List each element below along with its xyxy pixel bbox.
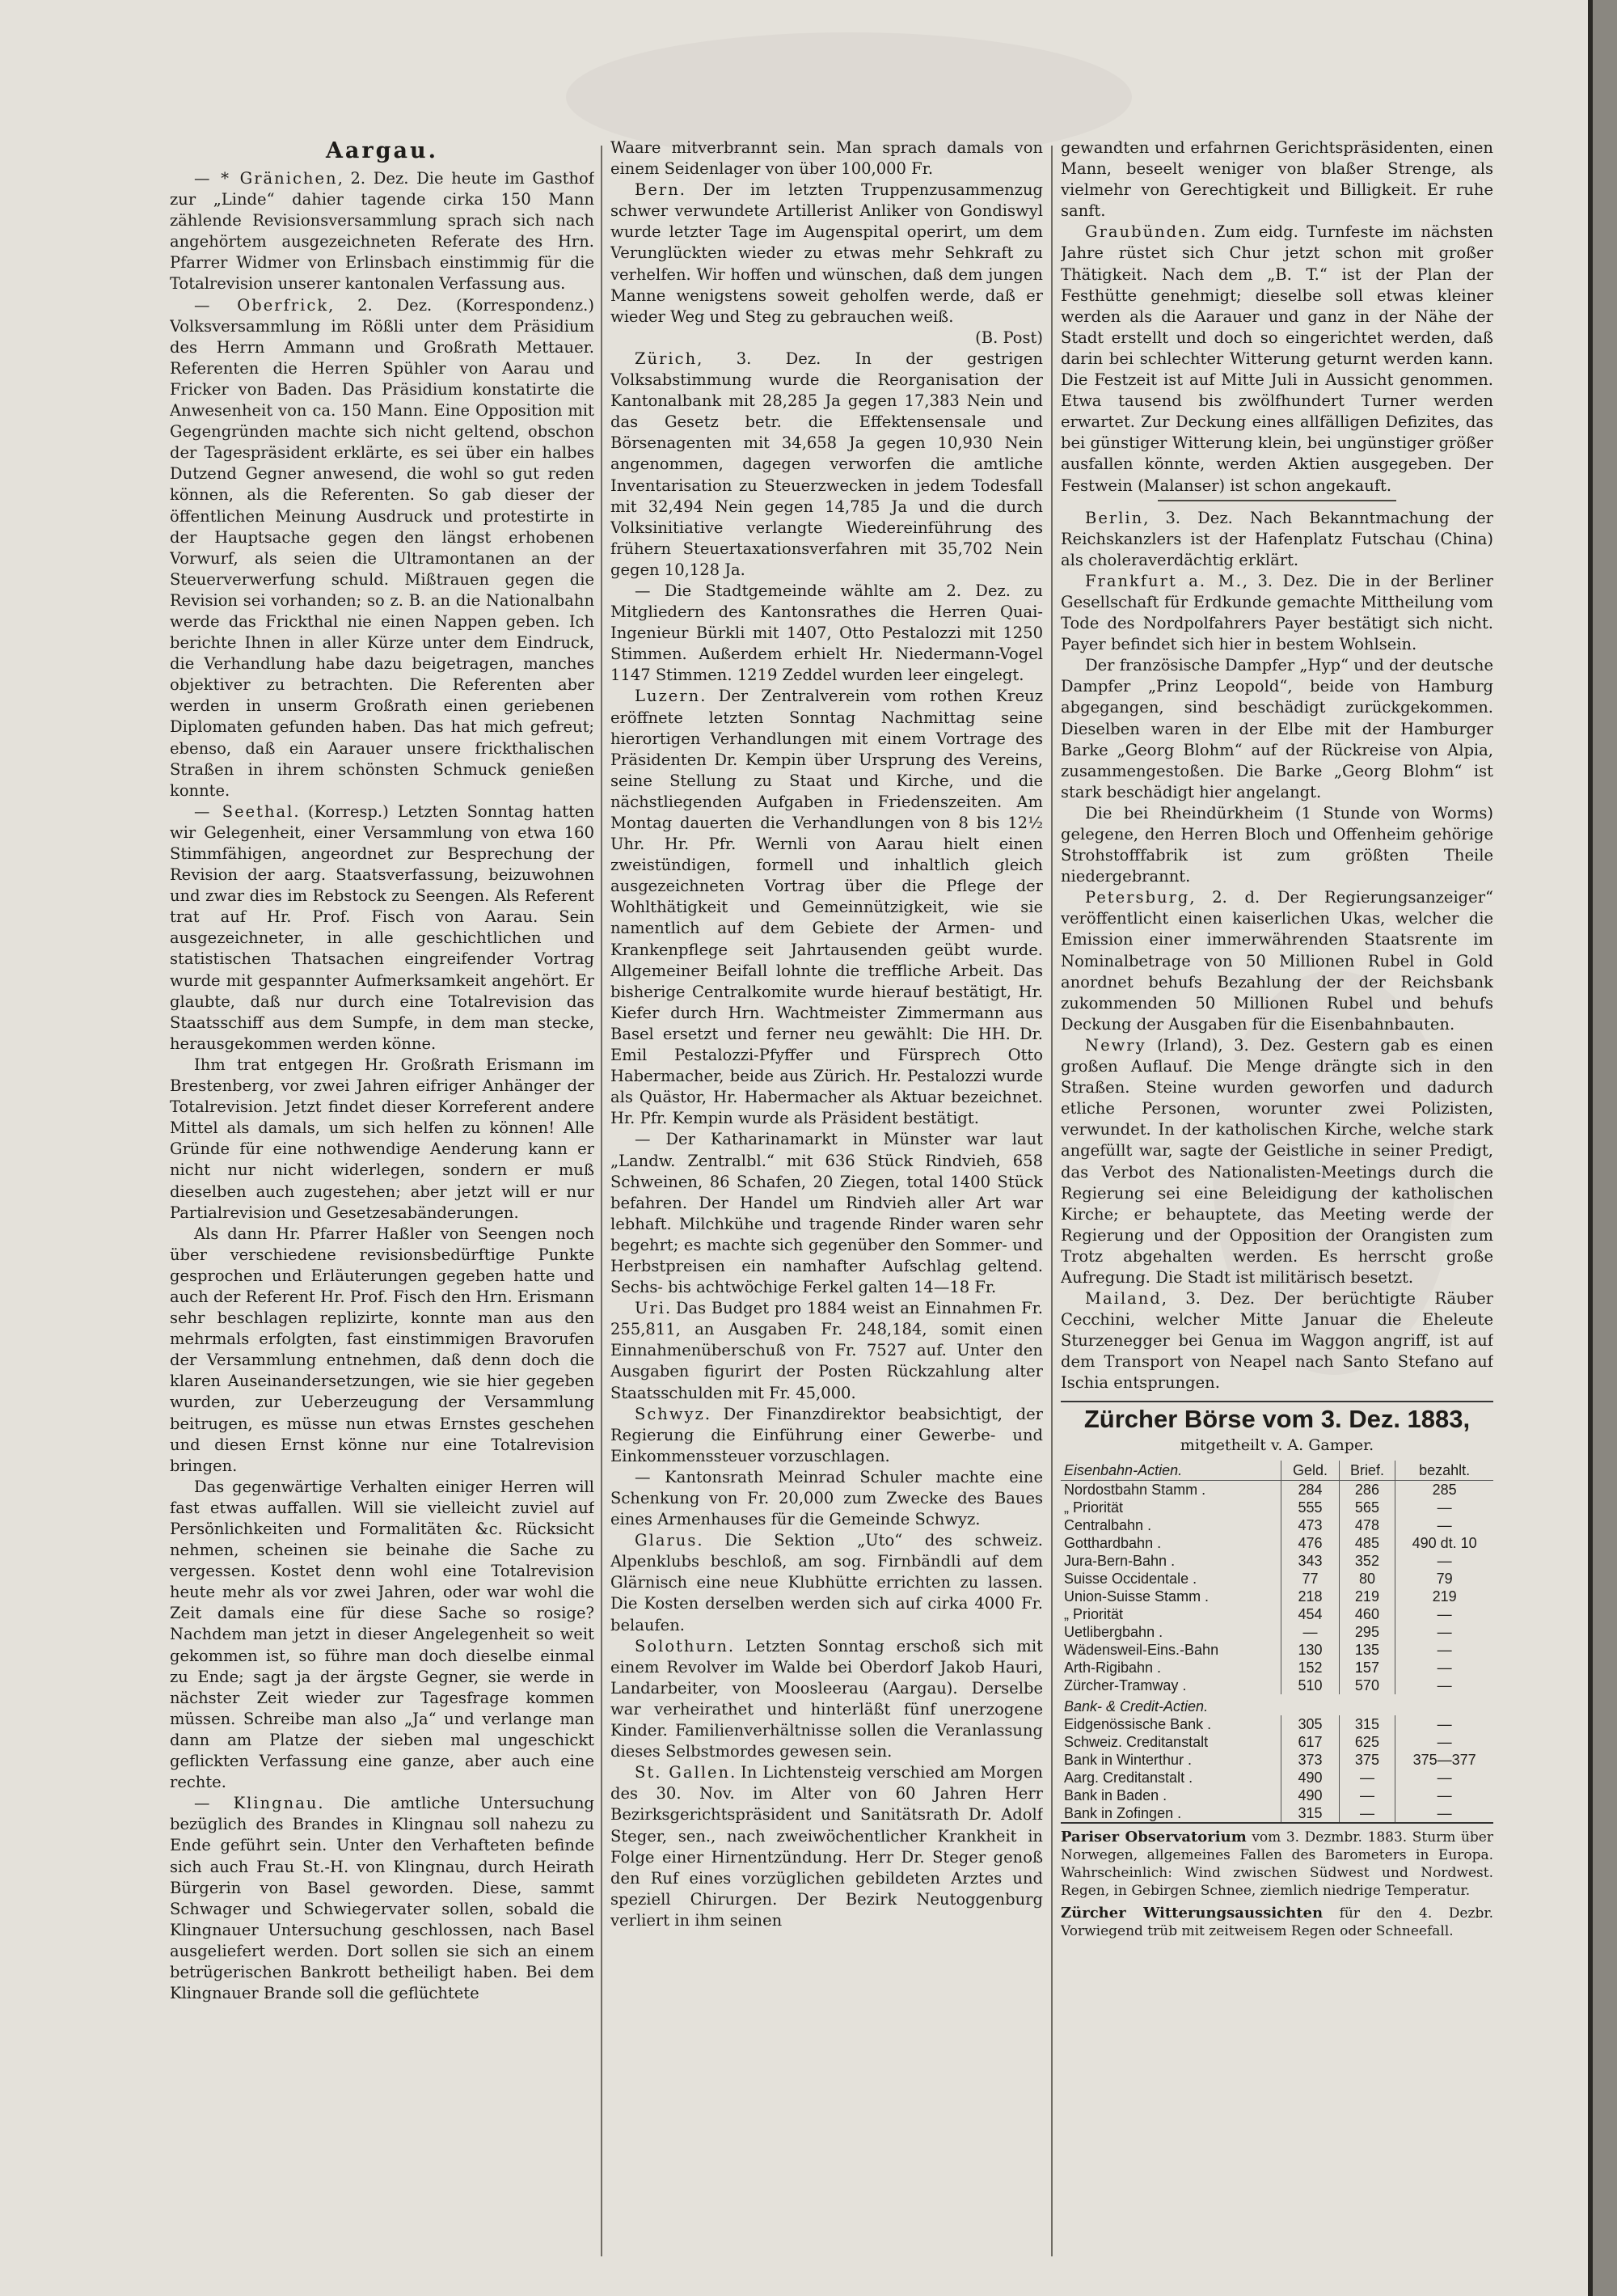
table-cell: 130 bbox=[1281, 1641, 1339, 1659]
table-row bbox=[1061, 1715, 1493, 1733]
article-graenichen bbox=[170, 168, 594, 295]
table-cell: 473 bbox=[1281, 1516, 1339, 1534]
weather-forecast-zuerich bbox=[1061, 1905, 1493, 1940]
article-luzern bbox=[610, 686, 1043, 1129]
article-schwyz bbox=[610, 1404, 1043, 1467]
article-text: , 3. Dez. Die in der Berliner Gesellschaft für Erdkunde gemachte Mittheilung vom Tode des Nordpolfahrers Payer bestätigt sich nicht. Payer befindet sich hier in bestem Wohlsein. bbox=[1061, 571, 1493, 654]
dateline: — Seethal bbox=[194, 801, 294, 821]
table-cell: 219 bbox=[1395, 1588, 1493, 1605]
table-cell: 80 bbox=[1339, 1570, 1395, 1588]
table-cell: Wädensweil-Eins.-Bahn bbox=[1064, 1641, 1219, 1658]
table-cell: Union-Suisse Stamm . bbox=[1064, 1588, 1210, 1605]
table-header-cell: bezahlt. bbox=[1395, 1461, 1493, 1481]
boerse-title: Zürcher Börse vom 3. Dez. 1883, bbox=[1083, 1404, 1471, 1433]
article-mailand bbox=[1061, 1288, 1493, 1393]
dateline: Solothurn bbox=[635, 1636, 728, 1655]
table-cell: 218 bbox=[1281, 1588, 1339, 1605]
article-paragraph: — Die Stadtgemeinde wählte am 2. Dez. zu Mitgliedern des Kantonsrathes die Herren Quai-Ingenieur Bürkli mit 1407, Otto Pestalozzi mit 1250 Stimmen. Außerdem erhielt Hr. Niedermann-Vogel 1147 Stimmen. 1219 Zeddel wurden leer eingelegt. bbox=[610, 581, 1043, 685]
article-text: , 3. Dez. Der berüchtigte Räuber Cecchini, welcher Mitte Januar die Eheleute Sturzenegger bei Genua im Waggon angriff, ist auf dem Transport von Neapel nach Santo Stefano auf Ischia entsprungen. bbox=[1061, 1289, 1493, 1393]
weather-report-paris bbox=[1061, 1829, 1493, 1900]
table-cell: — bbox=[1395, 1677, 1493, 1694]
article-paragraph: — Der Katharinamarkt in Münster war laut „Landw. Zentralbl.“ mit 636 Stück Rindvieh, 658 Schweinen, 86 Schafen, 20 Ziegen, total 1400 Stück befahren. Der Handel um Rindvieh aller Art war lebhaft. Milchkühe und tragende Rinder waren sehr begehrt; es machte sich gegenüber den Sommer- und Herbstpreisen ein namhafter Aufschlag geltend. Sechs- bis achtwöchige Ferkel galten 14—18 Fr. bbox=[610, 1130, 1043, 1297]
table-cell: — bbox=[1395, 1659, 1493, 1677]
table-cell: 478 bbox=[1339, 1516, 1395, 1534]
table-cell: 375 bbox=[1339, 1751, 1395, 1769]
column-rule bbox=[1051, 146, 1053, 2256]
article-paragraph: Als dann Hr. Pfarrer Haßler von Seengen noch über verschiedene revisionsbedürftige Punkte gesprochen und Erläuterungen gegeben hatte und auch der Referent Hr. Prof. Fisch den Hrn. Erismann sehr beschlagen replizirte, konnte man aus den mehrmals erfolgten, fast einstimmigen Bravorufen der Versammlung entnehmen, daß denn doch die klaren Auseinandersetzungen, wie sie hier gegeben wurden, zur Ueberzeugung der Versammlung beitrugen, es müsse nun etwas Ernstes geschehen und diesen Ernst könne nur eine Totalrevision bringen. bbox=[170, 1224, 594, 1475]
table-cell: Gotthardbahn . bbox=[1064, 1534, 1162, 1551]
table-cell: Arth-Rigibahn . bbox=[1064, 1659, 1162, 1676]
table-row bbox=[1061, 1804, 1493, 1822]
article-zuerich bbox=[610, 349, 1043, 581]
table-cell: Bank in Winterthur . bbox=[1064, 1751, 1193, 1768]
table-row bbox=[1061, 1641, 1493, 1659]
forecast-text: Vorwiegend trüb mit zeitweisem Regen oder Schneefall. bbox=[1061, 1922, 1454, 1939]
table-row bbox=[1061, 1588, 1493, 1605]
table-row bbox=[1061, 1480, 1493, 1499]
table-cell: Schweiz. Creditanstalt bbox=[1064, 1733, 1209, 1750]
article-frankfurt bbox=[1061, 571, 1493, 655]
table-cell: Bank in Baden . bbox=[1064, 1786, 1167, 1803]
article-text: , 3. Dez. In der gestrigen Volksabstimmung wurde die Reorganisation der Kantonalbank mit 28,285 Ja gegen 17,383 Nein und das Gesetz betr. die Effektensensale und Börsenagenten mit 34,658 Ja gegen 10,930 Nein angenommen, dagegen verworfen die amtliche Inventarisation zu Steuerzwecken in jedem Todesfall mit 32,494 Nein gegen 14,785 Ja und die durch Volksinitiative verlangte Wiedereinführung des frühern Steuertaxationsverfahren mit 35,702 Nein gegen 10,128 Ja. bbox=[610, 349, 1043, 579]
table-header-row bbox=[1061, 1461, 1493, 1481]
table-cell: 490 bbox=[1281, 1786, 1339, 1804]
table-header-cell: Eisenbahn-Actien. bbox=[1061, 1461, 1281, 1481]
table-cell: 460 bbox=[1339, 1605, 1395, 1623]
table-row bbox=[1061, 1499, 1493, 1516]
article-bern bbox=[610, 180, 1043, 347]
table-section-label: Bank- & Credit-Actien. bbox=[1064, 1698, 1209, 1715]
dateline: Glarus bbox=[635, 1531, 698, 1550]
dateline: — * Gränichen bbox=[194, 169, 338, 188]
table-cell: 510 bbox=[1281, 1677, 1339, 1694]
table-row bbox=[1061, 1534, 1493, 1552]
section-heading-aargau: Aargau. bbox=[325, 138, 439, 163]
column-rule bbox=[601, 146, 602, 2256]
article-oberfrick bbox=[170, 295, 594, 801]
table-cell: Uetlibergbahn . bbox=[1064, 1623, 1163, 1640]
table-cell: — bbox=[1395, 1552, 1493, 1570]
table-cell: 315 bbox=[1281, 1804, 1339, 1822]
dateline: St. Gallen bbox=[635, 1763, 731, 1782]
article-uri bbox=[610, 1298, 1043, 1403]
stock-exchange-box bbox=[1061, 1401, 1493, 1824]
table-cell: — bbox=[1339, 1786, 1395, 1804]
article-text: . Der Finanzdirektor beabsichtigt, der Regierung die Einführung einer Gewerbe- und Einkommenssteuer vorzuschlagen. bbox=[610, 1404, 1043, 1465]
table-header-cell: Geld. bbox=[1281, 1461, 1339, 1481]
table-cell: 284 bbox=[1281, 1480, 1339, 1499]
table-cell: — bbox=[1281, 1623, 1339, 1641]
article-graubuenden bbox=[1061, 222, 1493, 496]
article-petersburg bbox=[1061, 887, 1493, 1035]
table-cell: Nordostbahn Stamm . bbox=[1064, 1481, 1206, 1498]
article-paragraph: Die bei Rheindürkheim (1 Stunde von Worms) gelegene, den Herren Bloch und Offenheim gehörige Strohstofffabrik ist zum größten Theile niedergebrannt. bbox=[1061, 803, 1493, 886]
table-cell: 315 bbox=[1339, 1715, 1395, 1733]
table-row bbox=[1061, 1516, 1493, 1534]
table-cell: 476 bbox=[1281, 1534, 1339, 1552]
source-note: (B. Post) bbox=[975, 328, 1043, 347]
dateline: Uri bbox=[635, 1299, 665, 1318]
table-cell: — bbox=[1395, 1733, 1493, 1751]
table-cell: 305 bbox=[1281, 1715, 1339, 1733]
table-cell: 454 bbox=[1281, 1605, 1339, 1623]
obs-text: Sturm über Norwegen, allgemeines Fallen des Barometers in Europa. Wahrscheinlich: Wind zwischen Südwest und Nordwest. Regen, in Gebirgen Schnee, ziemlich niedrige Temperatur. bbox=[1061, 1829, 1493, 1899]
separator-rule bbox=[1158, 500, 1395, 501]
table-cell: Jura-Bern-Bahn . bbox=[1064, 1552, 1176, 1569]
article-paragraph: Ihm trat entgegen Hr. Großrath Erismann im Brestenberg, vor zwei Jahren eifriger Anhänger der Totalrevision. Jetzt findet dieser Korreferent andere Mittel als damals, um sich helfen zu können! Alle Gründe für eine nothwendige Aenderung kann er nicht nur nicht widerlegen, sondern er muß dieselben auch zugestehen; aber jetzt will er nur Partialrevision und Gesetzesabänderungen. bbox=[170, 1055, 594, 1222]
table-cell: 617 bbox=[1281, 1733, 1339, 1751]
article-text: , 2. Dez. (Korrespondenz.) Volksversammlung im Rößli unter dem Präsidium des Herrn Ammann und Großrath Mettauer. Referenten die Herren Spühler von Aarau und Fricker von Baden. Das Präsidium konstatirte die Anwesenheit von ca. 150 Mann. Eine Opposition mit Gegengründen machte sich nicht geltend, obschon der Tagespräsident erklärte, es sei über ein halbes Dutzend Gegner anwesend, die wohl so gut reden können, als die Referenten. So gab dieser der öffentlichen Meinung Ausdruck und protestirte in der Hauptsache gegen den längst erhobenen Vorwurf, als seien die Ultramontanen an der Steuerverwerfung schuld. Mißtrauen gegen die Revision sei vorhanden; so z. B. an die Nationalbahn werde das Frickthal nie einen Nappen geben. Ich berichte Ihnen in aller Kürze unter dem Eindruck, die Verhandlung habe dazu beigetragen, manches objektiver zu betrachten. Die Referenten aber werden in unserm Großrath einen geriebenen Diplomaten gefunden haben. Das hat mich gefreut; ebenso, daß ein Aarauer unsere frickthalischen Straßen in ihrem schönsten Schmuck genießen konnte. bbox=[170, 295, 594, 800]
table-cell: 219 bbox=[1339, 1588, 1395, 1605]
table-cell: 570 bbox=[1339, 1677, 1395, 1694]
table-cell: 555 bbox=[1281, 1499, 1339, 1516]
article-text: (Irland), 3. Dez. Gestern gab es einen großen Auflauf. Die Menge drängte sich in den Straßen. Steine wurden geworfen und dadurch etliche Personen, worunter zwei Polizisten, verwundet. In der katholischen Kirche, welche stark angefüllt war, sagte der Geistliche in seiner Predigt, das Verbot des Nationalisten-Meetings durch die Regierung sei eine Beleidigung der katholischen Kirche; er behauptete, das Meeting werde der Regierung und der Opposition der Orangisten zum Trotz abgehalten werden. Es herrscht große Aufregung. Die Stadt ist militärisch besetzt. bbox=[1061, 1035, 1493, 1287]
table-cell: 490 dt. 10 bbox=[1395, 1534, 1493, 1552]
table-row bbox=[1061, 1552, 1493, 1570]
table-cell: Bank in Zofingen . bbox=[1064, 1804, 1182, 1821]
table-cell: — bbox=[1395, 1605, 1493, 1623]
table-cell: — bbox=[1395, 1499, 1493, 1516]
stock-table bbox=[1061, 1461, 1493, 1822]
article-text: , 2. d. Der Regierungsanzeiger“ veröffentlicht einen kaiserlichen Ukas, welcher die Emission einer immerwährenden Staatsrente im Nominalbetrage von 50 Millionen Rubel in Gold anordnet behufs Bezahlung der der Reichsbank zukommenden 50 Millionen Rubel und behufs Deckung der Ausgaben für die Eisenbahnbauten. bbox=[1061, 888, 1493, 1034]
table-cell: Centralbahn . bbox=[1064, 1516, 1152, 1533]
article-paragraph: — Kantonsrath Meinrad Schuler machte eine Schenkung von Fr. 20,000 zum Zwecke des Baues eines Armenhauses für die Gemeinde Schwyz. bbox=[610, 1467, 1043, 1529]
dateline: Newry bbox=[1085, 1035, 1146, 1055]
article-klingnau bbox=[170, 1793, 594, 2004]
table-cell: — bbox=[1395, 1769, 1493, 1786]
article-text: . Zum eidg. Turnfeste im nächsten Jahre rüstet sich Chur jetzt schon mit großer Thätigkeit. Nach dem „B. T.“ ist der Plan der Festhütte genehmigt; dieselbe soll etwas kleiner werden als die Aarauer und ganz in der Nähe der Stadt erstellt und doch so eingerichtet werden, daß darin bei schlechter Witterung geturnt werden kann. Die Festzeit ist auf Mitte Juli in Aussicht genommen. Etwa tausend bis zwölfhundert Turner werden erwartet. Zur Deckung eines allfälligen Defizites, das bei günstiger Witterung klein, bei ungünstiger größer ausfallen könnte, werden Aktien ausgegeben. Der Festwein (Malanser) ist schon angekauft. bbox=[1061, 222, 1493, 495]
article-text: . In Lichtensteig verschied am Morgen des 30. Nov. im Alter von 60 Jahren Herr Bezirksgerichtspräsident und Sanitätsrath Dr. Adolf Steger, sen., nach zweiwöchentlicher Krankheit in Folge einer Hirnentzündung. Herr Dr. Steger genoß den Ruf eines vorzüglichen gebildeten Arztes und speziell Chirurgen. Der Bezirk Neutoggenburg verliert in ihm seinen bbox=[610, 1763, 1043, 1930]
dateline: Bern bbox=[635, 180, 680, 200]
table-cell: — bbox=[1395, 1715, 1493, 1733]
article-solothurn bbox=[610, 1636, 1043, 1763]
table-cell: 352 bbox=[1339, 1552, 1395, 1570]
table-cell: 490 bbox=[1281, 1769, 1339, 1786]
article-text: . Der im letzten Truppenzusammenzug schwer verwundete Artillerist Anliker von Gondiswyl wurde letzter Tage im Augenspital operirt, um dem Verunglückten wieder zu etwas mehr Sehkraft zu verhelfen. Wir hoffen und wünschen, daß dem jungen Manne wenigstens soweit geholfen werde, daß er wieder Weg und Steg zu gebrauchen weiß. bbox=[610, 180, 1043, 326]
table-row bbox=[1061, 1605, 1493, 1623]
table-cell: — bbox=[1395, 1623, 1493, 1641]
article-continuation: gewandten und erfahrnen Gerichtspräsidenten, einen Mann, beseelt weniger von blaßer Strenge, als vielmehr von Gerechtigkeit und Billigkeit. Er ruhe sanft. bbox=[1061, 138, 1493, 221]
table-cell: Eidgenössische Bank . bbox=[1064, 1715, 1212, 1732]
table-cell: — bbox=[1395, 1786, 1493, 1804]
article-text: . Das Budget pro 1884 weist an Einnahmen Fr. 255,811, an Ausgaben Fr. 248,184, somit einen Einnahmenüberschuß von Fr. 7527 auf. Unter den Ausgaben figurirt der Posten Rückzahlung alter Staatsschulden mit Fr. 45,000. bbox=[610, 1299, 1043, 1402]
article-continuation: Waare mitverbrannt sein. Man sprach damals von einem Seidenlager von über 100,000 Fr. bbox=[610, 138, 1043, 179]
table-cell: 157 bbox=[1339, 1659, 1395, 1677]
article-text: . Der Zentralverein vom rothen Kreuz eröffnete letzten Sonntag Nachmittag seine hierortigen Verhandlungen mit einem Vortrage des Präsidenten Dr. Kempin über Ursprung des Vereins, seine Stellung zu Staat und Kirche, und die nächstliegenden Aufgaben in Friedenszeiten. Am Montag dauerten die Verhandlungen von 8 bis 12½ Uhr. Hr. Pfr. Wernli von Aarau hielt einen zweistündigen, formell und inhaltlich gleich ausgezeichneten Vortrag über die Pflege der Wohlthätigkeit und Gemeinnützigkeit, wie sie namentlich auf dem Gebiete der Armen- und Krankenpflege seit Jahrtausenden geübt wurde. Allgemeiner Beifall lohnte die treffliche Arbeit. Das bisherige Centralkomite wurde hierauf bestätigt, Hr. Kiefer durch Hrn. Wachtmeister Zimmermann aus Basel ersetzt und ferner neu gewählt: Die HH. Dr. Emil Pestalozzi-Pfyffer und Fürsprech Otto Habermacher, beide aus Zürich. Hr. Pestalozzi wurde als Quästor, Hr. Habermacher als Aktuar bezeichnet. Hr. Pfr. Kempin wurde als Präsident bestätigt. bbox=[610, 687, 1043, 1128]
table-cell: 79 bbox=[1395, 1570, 1493, 1588]
table-cell: 295 bbox=[1339, 1623, 1395, 1641]
article-berlin bbox=[1061, 508, 1493, 571]
table-cell: — bbox=[1395, 1641, 1493, 1659]
table-row bbox=[1061, 1677, 1493, 1694]
dateline: Mailand bbox=[1085, 1289, 1162, 1309]
obs-date: vom 3. Dezmbr. 1883. bbox=[1246, 1829, 1408, 1846]
article-text: . Die amtliche Untersuchung bezüglich des Brandes in Klingnau soll nahezu zu Ende geführt sein. Unter den Verhafteten befinde sich auch Frau St.-H. von Klingnau, durch Heirath Bürgerin von Basel geworden. Diese, sammt Schwager und Schwiegervater sollen, sobald die Klingnauer Untersuchung geschlossen, nach Basel ausgeliefert werden. Dort sollen sie sich an einem betrügerischen Bankrott betheiligt haben. Bei dem Klingnauer Brande soll die geflüchtete bbox=[170, 1794, 594, 2003]
table-row bbox=[1061, 1623, 1493, 1641]
dateline: Graubünden bbox=[1085, 222, 1201, 242]
article-newry bbox=[1061, 1035, 1493, 1288]
forecast-label: Zürcher Witterungsaussichten bbox=[1061, 1904, 1324, 1922]
table-cell: 152 bbox=[1281, 1659, 1339, 1677]
article-text: , 2. Dez. Die heute im Gasthof zur „Linde“ dahier tagende cirka 150 Mann zählende Revisionsversammlung sprach sich nach angehörtem ausgezeichneten Referate des Hrn. Pfarrer Widmer von Erlinsbach einstimmig für die Totalrevision unserer kantonalen Verfassung aus. bbox=[170, 169, 594, 294]
table-cell: „ Priorität bbox=[1064, 1499, 1124, 1516]
table-cell: 77 bbox=[1281, 1570, 1339, 1588]
dateline: — Klingnau bbox=[194, 1794, 319, 1813]
table-row bbox=[1061, 1733, 1493, 1751]
table-row bbox=[1061, 1570, 1493, 1588]
table-cell: — bbox=[1395, 1804, 1493, 1822]
table-cell: — bbox=[1395, 1516, 1493, 1534]
table-cell: Suisse Occidentale . bbox=[1064, 1570, 1197, 1587]
boerse-subtitle: mitgetheilt v. A. Gamper. bbox=[1180, 1436, 1374, 1454]
table-row bbox=[1061, 1751, 1493, 1769]
article-text: , 3. Dez. Nach Bekanntmachung der Reichskanzlers ist der Hafenplatz Futschau (China) als choleraverdächtig erklärt. bbox=[1061, 508, 1493, 569]
table-section-row bbox=[1061, 1694, 1493, 1715]
article-paragraph: Der französische Dampfer „Hyp“ und der deutsche Dampfer „Prinz Leopold“, beide von Hamburg abgegangen, sind beschädigt zurückgekommen. Dieselben waren in der Elbe mit der Hamburger Barke „Georg Blohm“ auf der Rückreise von Alpia, zusammengestoßen. Die Barke „Georg Blohm“ ist stark beschädigt hier angelangt. bbox=[1061, 656, 1493, 801]
table-cell: 565 bbox=[1339, 1499, 1395, 1516]
table-cell: — bbox=[1339, 1769, 1395, 1786]
table-cell: 285 bbox=[1395, 1480, 1493, 1499]
column-3 bbox=[1061, 137, 1493, 2264]
article-glarus bbox=[610, 1530, 1043, 1635]
column-2 bbox=[610, 137, 1043, 2264]
table-cell: 375—377 bbox=[1395, 1751, 1493, 1769]
table-cell: 343 bbox=[1281, 1552, 1339, 1570]
obs-label: Pariser Observatorium bbox=[1061, 1828, 1247, 1846]
table-cell: 625 bbox=[1339, 1733, 1395, 1751]
article-text: . (Korresp.) Letzten Sonntag hatten wir Gelegenheit, einer Versammlung von etwa 160 Stimmfähigen, angeordnet zur Besprechung der Revision der aarg. Staatsverfassung, beizuwohnen und zwar dies im Rebstock zu Seengen. Als Referent trat auf Hr. Prof. Fisch von Aarau. Sein ausgezeichneter, in alle geschichtlichen und statistischen Thatsachen eingreifender Vortrag wurde mit gespannter Aufmerksamkeit angehört. Er glaubte, daß nur durch eine Totalrevision das Staatsschiff aus dem Sumpfe, in dem man stecke, herausgekommen werden könne. bbox=[170, 801, 594, 1053]
table-cell: — bbox=[1339, 1804, 1395, 1822]
table-cell: 373 bbox=[1281, 1751, 1339, 1769]
table-cell: „ Priorität bbox=[1064, 1605, 1124, 1622]
dateline: Petersburg bbox=[1085, 888, 1190, 907]
table-cell: 485 bbox=[1339, 1534, 1395, 1552]
dateline: Frankfurt a. M. bbox=[1085, 571, 1243, 590]
dateline: Luzern bbox=[635, 687, 701, 706]
dateline: Zürich bbox=[635, 349, 698, 368]
column-1 bbox=[170, 137, 594, 2264]
table-cell: Aarg. Creditanstalt . bbox=[1064, 1769, 1193, 1786]
dateline: Berlin bbox=[1085, 508, 1144, 527]
article-text: . Letzten Sonntag erschoß sich mit einem Revolver im Walde bei Oberdorf Jakob Hauri, Landarbeiter, von Moosleerau (Aargau). Derselbe war verheirathet und hinterläßt fünf unerzogene Kinder. Familienverhältnisse sollen die Veranlassung dieses Selbstmordes gewesen sein. bbox=[610, 1636, 1043, 1761]
table-header-cell: Brief. bbox=[1339, 1461, 1395, 1481]
table-row bbox=[1061, 1786, 1493, 1804]
page-edge-shadow bbox=[1588, 0, 1617, 2296]
article-text: . Die Sektion „Uto“ des schweiz. Alpenklubs beschloß, am sog. Firnbändli auf dem Glärnisch eine neue Klubhütte errichten zu lassen. Die Kosten derselben werden sich auf cirka 4000 Fr. belaufen. bbox=[610, 1531, 1043, 1634]
forecast-date: für den 4. Dezbr. bbox=[1323, 1905, 1493, 1922]
table-cell: 135 bbox=[1339, 1641, 1395, 1659]
table-row bbox=[1061, 1659, 1493, 1677]
table-row bbox=[1061, 1769, 1493, 1786]
table-cell: 286 bbox=[1339, 1480, 1395, 1499]
table-cell: Zürcher-Tramway . bbox=[1064, 1677, 1187, 1693]
article-paragraph: Das gegenwärtige Verhalten einiger Herren will fast etwas auffallen. Will sie vielleicht zuviel auf Persönlichkeiten und Formalitäten &c. Rücksicht nehmen, scheinen sie beinahe die Sache zu vergessen. Kostet denn wohl eine Totalrevision heute mehr als vor zwei Jahren, oder war wohl die Zeit damals eine für diese Sache so rosige? Nachdem man jetzt in dieser Angelegenheit so weit gekommen ist, so führe man doch dieselbe einmal zu Ende; sagt ja der ärgste Gegner, sie werde in nächster Zeit wieder zur Tagesfrage kommen müssen. Schreibe man also „Ja“ und verlange man dann am Platze der sieben mal ungeschickt geflickten Verfassung eine ganze, aber auch eine rechte. bbox=[170, 1477, 594, 1792]
dateline: — Oberfrick bbox=[194, 295, 329, 315]
dateline: Schwyz bbox=[635, 1404, 705, 1423]
article-seethal bbox=[170, 801, 594, 1055]
table-body bbox=[1061, 1480, 1493, 1822]
article-st-gallen bbox=[610, 1762, 1043, 1931]
